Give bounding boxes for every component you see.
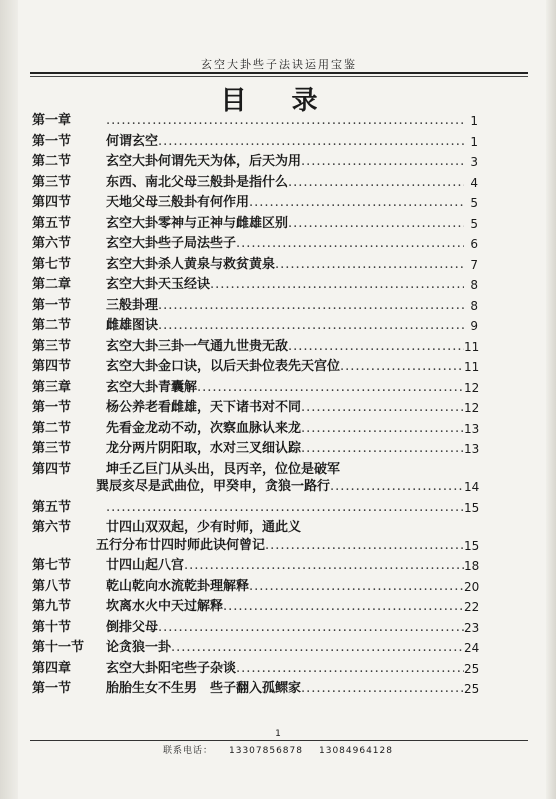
toc-entry-title: 乾山乾向水流乾卦理解释 <box>106 578 250 594</box>
toc-entry-label: 第三节 <box>32 338 72 354</box>
toc-entry-title: 玄空大卦金口诀，以后天卦位表先天宫位 <box>106 359 341 374</box>
toc-entry-label: 第六节 <box>32 236 72 251</box>
toc-entry-page: 7 <box>470 257 478 272</box>
toc-leader-dots <box>158 296 464 317</box>
toc-entry-page: 1 <box>470 134 478 149</box>
toc-entry-title: 五行分布廿四时师此诀何曾记 <box>96 537 266 553</box>
toc-entry <box>32 398 478 419</box>
toc-entry-label: 第四节 <box>32 195 72 210</box>
toc-leader-dots <box>288 337 464 358</box>
toc-entry <box>32 132 478 153</box>
toc-entry-body <box>106 577 464 598</box>
toc-entry-title: 玄空大卦青囊解 <box>106 379 198 395</box>
toc-entry-title: 雌雄图诀 <box>106 318 159 333</box>
toc-entry <box>32 498 478 519</box>
toc-entry-body <box>106 193 464 214</box>
toc-entry-label: 第四章 <box>32 660 72 676</box>
toc-leader-dots <box>265 536 464 557</box>
toc-entry-label: 第二章 <box>32 277 72 292</box>
toc-leader-dots <box>223 597 464 618</box>
toc-entry <box>32 255 478 276</box>
toc-leader-dots <box>288 173 464 194</box>
toc-entry-page: 24 <box>464 641 480 655</box>
toc-entry-title: 廿四山起八宫 <box>106 558 185 573</box>
toc-entry-page: 5 <box>470 196 478 210</box>
toc-entry <box>32 378 478 399</box>
footer-label: 联系电话： <box>162 746 213 756</box>
toc-entry <box>32 419 478 440</box>
toc-entry-body <box>106 152 464 173</box>
toc-entry-page: 5 <box>470 216 478 231</box>
toc-entry-label: 第一节 <box>32 133 72 149</box>
toc-entry-label: 第四节 <box>32 359 72 374</box>
toc-entry-label: 第一节 <box>32 681 72 696</box>
toc-entry-title: 坤壬乙巨门从头出，艮丙辛，位位是破军 <box>106 461 341 477</box>
toc-entry-page: 12 <box>464 380 480 395</box>
toc-entry-body <box>106 498 464 519</box>
footer-phone-1: 13307856878 <box>229 746 303 756</box>
toc-entry-title: 玄空大卦些子局法些子 <box>106 236 237 251</box>
toc-leader-dots <box>301 439 464 460</box>
toc-entry-body <box>106 378 464 399</box>
toc-leader-dots <box>301 679 464 700</box>
toc-entry-page: 15 <box>464 538 480 553</box>
toc-entry-page: 11 <box>464 339 480 354</box>
toc-entry-body <box>106 132 464 153</box>
toc-leader-dots <box>197 378 464 399</box>
toc-entry-page: 9 <box>470 319 478 333</box>
toc-entry-label: 第六节 <box>32 520 72 535</box>
page-title: 目 录 <box>220 86 336 116</box>
toc-entry-label: 第三章 <box>32 379 72 395</box>
toc-entry-page: 8 <box>470 298 478 313</box>
toc-entry-page: 3 <box>470 155 478 169</box>
toc-entry-title: 东西、南北父母三般卦是指什么 <box>106 174 289 190</box>
toc-entry-body <box>106 419 464 440</box>
toc-entry-label: 第四节 <box>32 461 72 477</box>
toc-entry-body <box>106 556 464 577</box>
toc-entry <box>32 152 478 173</box>
page-number: 1 <box>275 729 281 739</box>
toc-entry-body <box>106 255 464 276</box>
toc-leader-dots <box>158 132 464 153</box>
toc-entry <box>32 556 478 577</box>
toc-entry <box>32 618 478 639</box>
running-header: 玄空大卦些子法诀运用宝鉴 <box>201 58 357 71</box>
toc-entry <box>32 536 478 557</box>
toc-leader-dots <box>249 193 464 214</box>
toc-entry-title: 龙分两片阴阳取，水对三叉细认踪 <box>106 441 302 456</box>
toc-leader-dots <box>236 234 464 255</box>
toc-entry-body <box>106 679 464 700</box>
toc-entry <box>32 597 478 618</box>
toc-entry-page: 11 <box>464 360 480 374</box>
toc-leader-dots <box>158 316 464 337</box>
toc-entry-body <box>106 439 464 460</box>
toc-leader-dots <box>275 255 464 276</box>
toc-entry-body <box>106 597 464 618</box>
toc-entry-title: 论贪狼一卦 <box>106 640 172 655</box>
toc-entry <box>32 296 478 317</box>
toc-entry <box>32 275 478 296</box>
toc-entry-page: 1 <box>470 114 478 128</box>
footer-phone-2: 13084964128 <box>319 746 393 756</box>
toc-leader-dots <box>301 419 464 440</box>
toc-leader-dots <box>288 214 464 235</box>
toc-entry-title: 玄空大卦三卦一气通九世贵无敌 <box>106 338 289 354</box>
toc-entry-label: 第二节 <box>32 318 72 333</box>
toc-entry-title: 玄空大卦阳宅些子杂谈 <box>106 660 237 676</box>
toc-leader-dots <box>106 111 464 132</box>
toc-leader-dots <box>330 477 464 498</box>
toc-entry <box>32 214 478 235</box>
toc-entry-title: 倒排父母 <box>106 619 159 635</box>
toc-entry-body <box>106 111 464 132</box>
toc-entry-label: 第一节 <box>32 297 72 313</box>
toc-entry-page: 23 <box>464 620 480 635</box>
toc-leader-dots <box>340 357 464 378</box>
toc-entry-page: 4 <box>470 175 478 190</box>
toc-entry-label: 第九节 <box>32 599 72 614</box>
toc-entry-body <box>106 398 464 419</box>
toc-entry-title: 胎胎生女不生男 些子翻入孤鳏家 <box>106 681 302 696</box>
toc-entry-page: 25 <box>464 682 480 696</box>
toc-leader-dots <box>301 398 464 419</box>
toc-entry-label: 第八节 <box>32 578 72 594</box>
toc-entry-label: 第十节 <box>32 619 72 635</box>
toc-entry-title: 玄空大卦杀人黄泉与救贫黄泉 <box>106 256 276 272</box>
toc-entry-body <box>106 638 464 659</box>
toc-entry-body <box>96 536 464 557</box>
toc-entry-label: 第一章 <box>32 113 72 128</box>
toc-leader-dots <box>184 556 464 577</box>
toc-entry <box>32 193 478 214</box>
toc-entry <box>32 659 478 680</box>
toc-entry-page: 25 <box>464 661 480 676</box>
toc-entry-body <box>106 316 464 337</box>
toc-entry-page: 12 <box>464 401 480 415</box>
toc-entry-body <box>106 234 464 255</box>
toc-entry <box>32 477 478 498</box>
toc-entry-body <box>106 275 464 296</box>
toc-entry-body <box>106 618 464 639</box>
toc-entry-page: 20 <box>464 579 480 594</box>
toc-entry <box>32 316 478 337</box>
toc-entry <box>32 111 478 132</box>
toc-entry <box>32 357 478 378</box>
toc-entry <box>32 234 478 255</box>
header-rule-thick <box>30 72 528 74</box>
toc-entry-title: 玄空大卦零神与正神与雌雄区别 <box>106 215 289 231</box>
toc-entry-title: 廿四山双双起，少有时师，通此义 <box>106 520 302 535</box>
toc-leader-dots <box>249 577 464 598</box>
toc-entry-body <box>106 214 464 235</box>
toc-entry-body <box>96 477 464 498</box>
toc-entry <box>32 337 478 358</box>
toc-entry-body <box>106 357 464 378</box>
toc-entry-label: 第五节 <box>32 215 72 231</box>
toc-entry-label: 第三节 <box>32 441 72 456</box>
toc-entry <box>32 638 478 659</box>
toc-entry <box>32 439 478 460</box>
header-rule-thin <box>30 76 528 77</box>
toc-entry-title: 三般卦理 <box>106 297 159 313</box>
toc-entry-label: 第七节 <box>32 256 72 272</box>
page-edge-left <box>0 0 18 799</box>
toc-entry-body <box>106 173 464 194</box>
toc-entry-body <box>106 337 464 358</box>
toc-leader-dots <box>210 275 464 296</box>
toc-entry-page: 14 <box>464 480 480 494</box>
toc-entry-label: 第二节 <box>32 154 72 169</box>
toc-entry-body <box>106 659 464 680</box>
toc-leader-dots <box>158 618 464 639</box>
toc-entry-page: 8 <box>470 278 478 292</box>
toc-entry <box>32 679 478 700</box>
toc-leader-dots <box>171 638 464 659</box>
footer-contact <box>0 743 556 756</box>
toc-entry-body <box>106 296 464 317</box>
toc-entry-page: 13 <box>464 442 480 456</box>
toc-entry-title: 何谓玄空 <box>106 133 159 149</box>
toc-entry-title: 杨公养老看雌雄，天下诸书对不同 <box>106 400 302 415</box>
toc-leader-dots <box>106 498 464 519</box>
toc-entry-label: 第二节 <box>32 420 72 436</box>
toc-entry-page: 18 <box>464 559 480 573</box>
toc-entry-page: 15 <box>464 500 480 515</box>
toc-entry-title: 天地父母三般卦有何作用 <box>106 195 250 210</box>
toc-entry-title: 坎离水火中天过解释 <box>106 599 224 614</box>
toc-entry-label: 第三节 <box>32 174 72 190</box>
toc-entry-title: 先看金龙动不动，次察血脉认来龙 <box>106 420 302 436</box>
toc-entry-label: 第十一节 <box>32 640 85 655</box>
toc-leader-dots <box>301 152 464 173</box>
toc-entry-label: 第一节 <box>32 400 72 415</box>
page-edge-right <box>546 0 556 799</box>
toc-entry-page: 13 <box>464 421 480 436</box>
toc-entry-title: 巽辰亥尽是武曲位，甲癸申，贪狼一路行 <box>96 479 331 494</box>
toc-entry-label: 第五节 <box>32 499 72 515</box>
toc-entry-page: 6 <box>470 237 478 251</box>
toc-entry-title: 玄空大卦天玉经诀 <box>106 277 211 292</box>
toc-entry-label: 第七节 <box>32 558 72 573</box>
toc-entry <box>32 577 478 598</box>
toc-entry-title: 玄空大卦何谓先天为体，后天为用 <box>106 154 302 169</box>
footer-rule <box>30 740 528 741</box>
toc-entry <box>32 173 478 194</box>
toc-leader-dots <box>236 659 464 680</box>
table-of-contents <box>32 111 478 700</box>
toc-entry-page: 22 <box>464 600 480 614</box>
